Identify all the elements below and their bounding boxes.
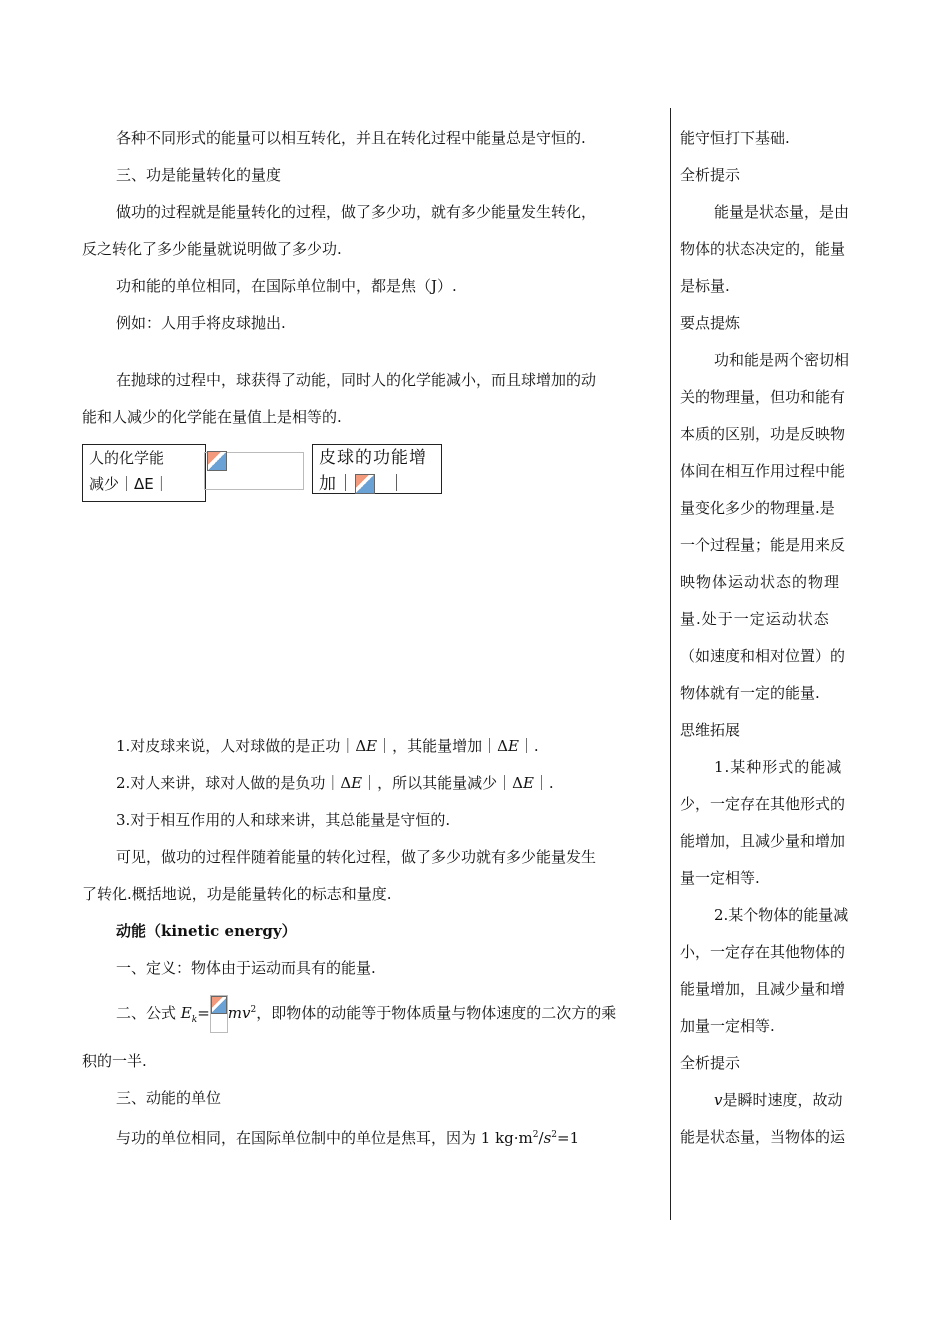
side-line: 小，一定存在其他物体的 (680, 943, 846, 961)
side-line: 是标量. (680, 277, 730, 295)
side-line: 一个过程量；能是用来反 (680, 536, 846, 554)
side-line: 功和能是两个密切相 (714, 351, 850, 369)
text-line: 在抛球的过程中，球获得了动能，同时人的化学能减小，而且球增加的动 (116, 371, 597, 389)
side-heading: 全析提示 (680, 166, 741, 184)
side-line: 少，一定存在其他形式的 (680, 795, 846, 813)
text-line: 了转化.概括地说，功是能量转化的标志和量度. (82, 885, 392, 903)
box-label: 加｜ ｜ (319, 474, 406, 494)
list-item: 2.对人来讲，球对人做的是负功｜ΔE｜，所以其能量减少｜ΔE｜. (116, 774, 554, 792)
side-line: 2.某个物体的能量减 (714, 906, 849, 924)
side-line: 能是状态量，当物体的运 (680, 1128, 846, 1146)
side-line: 本质的区别，功是反映物 (680, 425, 846, 443)
main-column (82, 120, 672, 1157)
energy-transfer-diagram (82, 436, 672, 728)
side-line: 1.某种形式的能减 (714, 758, 843, 776)
side-line: 加量一定相等. (680, 1017, 775, 1035)
list-item: 3.对于相互作用的人和球来讲，其总能量是守恒的. (116, 811, 451, 829)
sidebar-notes (680, 120, 872, 1156)
side-line: 物体的状态决定的，能量 (680, 240, 846, 258)
text-line: 反之转化了多少能量就说明做了多少功. (82, 240, 342, 258)
side-line: 关的物理量，但功和能有 (680, 388, 846, 406)
side-line: 量变化多少的物理量.是 (680, 499, 835, 517)
text-line: 积的一半. (82, 1052, 147, 1070)
side-line: 体间在相互作用过程中能 (680, 462, 846, 480)
kinetic-energy-box (312, 444, 442, 494)
side-line: （如速度和相对位置）的 (680, 647, 846, 665)
text-line: 可见，做功的过程伴随着能量的转化过程，做了多少功就有多少能量发生 (116, 848, 597, 866)
broken-image-icon (355, 474, 375, 494)
broken-image-icon (207, 451, 227, 471)
kinetic-energy-heading: 动能（kinetic energy） (116, 922, 297, 940)
chemical-energy-box (82, 444, 206, 502)
side-heading: 思维拓展 (680, 721, 741, 739)
text-line: 功和能的单位相同，在国际单位制中，都是焦（J）. (116, 277, 457, 295)
side-line: 能量是状态量，是由 (714, 203, 850, 221)
side-line: 映物体运动状态的物理 (680, 573, 841, 591)
box-label: 人的化学能 (89, 449, 165, 467)
list-item: 1.对皮球来说，人对球做的是正功｜ΔE｜，其能量增加｜ΔE｜. (116, 737, 539, 755)
section-heading: 三、功是能量转化的量度 (116, 166, 282, 184)
side-line: 物体就有一定的能量. (680, 684, 820, 702)
section-heading: 三、动能的单位 (116, 1089, 222, 1107)
text-line: 例如：人用手将皮球抛出. (116, 314, 286, 332)
side-heading: 全析提示 (680, 1054, 741, 1072)
text-line: 各种不同形式的能量可以相互转化，并且在转化过程中能量总是守恒的. (116, 129, 586, 147)
broken-image-icon (211, 996, 227, 1014)
fraction-image-placeholder (210, 995, 228, 1033)
formula-line: 二、公式 $E_k=$ $mv^2$，即物体的动能等于物体质量与物体速度的二次方的乘 (82, 987, 672, 1043)
box-label: 减少｜ΔE｜ (89, 475, 169, 493)
side-heading: 要点提炼 (680, 314, 741, 332)
side-line: v是瞬时速度，故动 (714, 1091, 843, 1109)
side-line: 能增加，且减少量和增加 (680, 832, 846, 850)
side-line: 量一定相等. (680, 869, 760, 887)
side-line: 能守恒打下基础. (680, 129, 790, 147)
text-line: 一、定义：物体由于运动而具有的能量. (116, 959, 376, 977)
text-line: 能和人减少的化学能在量值上是相等的. (82, 408, 342, 426)
box-label: 皮球的功能增 (319, 448, 427, 468)
side-line: 量.处于一定运动状态 (680, 610, 830, 628)
text-line: 与功的单位相同，在国际单位制中的单位是焦耳，因为 1 $kg\cdot m^2/s^2=1$ (116, 1129, 580, 1147)
arrow-image-placeholder (204, 452, 304, 490)
text-line: 做功的过程就是能量转化的过程，做了多少功，就有多少能量发生转化， (116, 203, 597, 221)
side-line: 能量增加，且减少量和增 (680, 980, 846, 998)
